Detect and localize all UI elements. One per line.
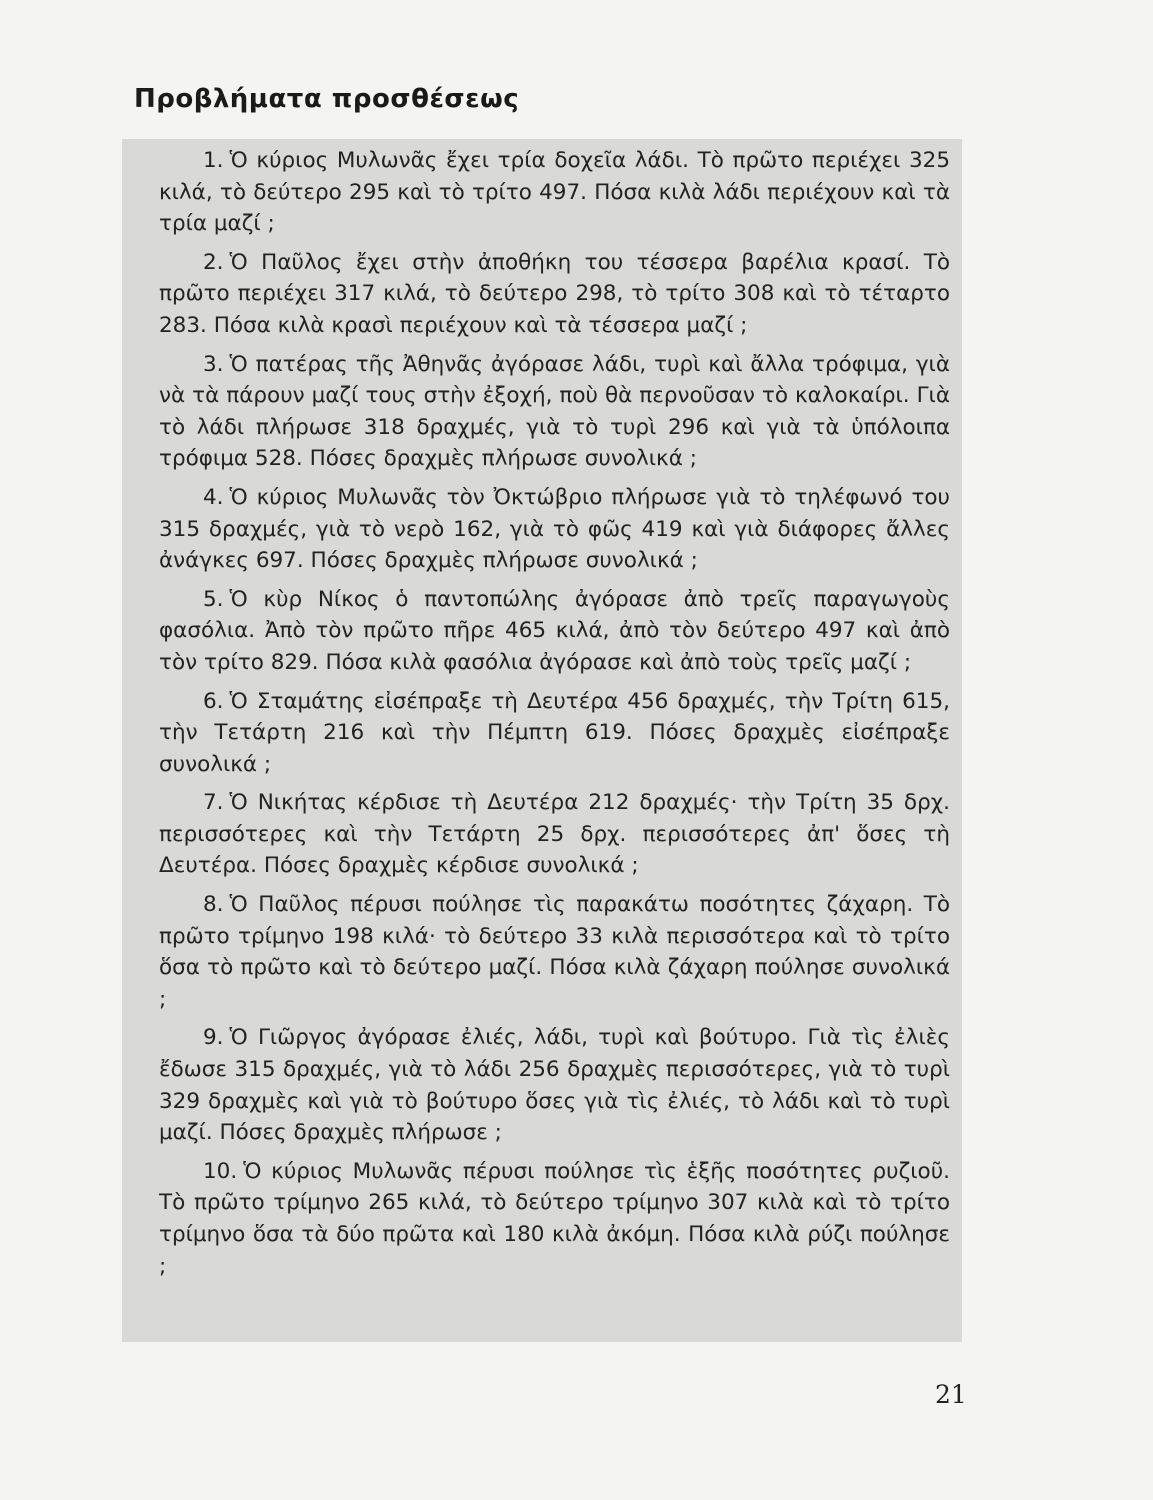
problem-item <box>159 1022 950 1148</box>
problem-item <box>159 1156 950 1282</box>
problem-item <box>159 482 950 577</box>
problem-text: Ὁ κὺρ Νίκος ὁ παντοπώλης ἀγόρασε ἀπὸ τρεῖς παραγωγοὺς φασόλια. Ἀπὸ τὸν πρῶτο πῆρε 465 κιλά, ἀπὸ τὸν δεύτερο 497 καὶ ἀπὸ τὸν τρίτο 829. Πόσα κιλὰ φασόλια ἀγόρασε καὶ ἀπὸ τοὺς τρεῖς μαζί ; <box>159 586 950 675</box>
problem-item <box>159 584 950 679</box>
problem-text: Ὁ Παῦλος πέρυσι πούλησε τὶς παρακάτω ποσότητες ζάχαρη. Τὸ πρῶτο τρίμηνο 198 κιλά· τὸ δεύτερο 33 κιλὰ περισσότερα καὶ τὸ τρίτο ὅσα τὸ πρῶτο καὶ τὸ δεύτερο μαζί. Πόσα κιλὰ ζάχαρη πούλησε συνολικά ; <box>159 892 950 1012</box>
problem-text: Ὁ κύριος Μυλωνᾶς τὸν Ὀκτώβριο πλήρωσε γιὰ τὸ τηλέφωνό του 315 δραχμές, γιὰ τὸ νερὸ 162, γιὰ τὸ φῶς 419 καὶ γιὰ διάφορες ἄλλες ἀνάγκες 697. Πόσες δραχμὲς πλήρωσε συνολικά ; <box>159 484 950 574</box>
problem-item <box>159 686 950 781</box>
problem-number: 4. <box>203 484 224 510</box>
problem-number: 3. <box>203 351 224 377</box>
problem-number: 1. <box>203 148 224 173</box>
problem-number: 2. <box>203 249 224 275</box>
problem-text: Ὁ κύριος Μυλωνᾶς πέρυσι πούλησε τὶς ἑξῆς ποσότητες ρυζιοῦ. Τὸ πρῶτο τρίμηνο 265 κιλά, τὸ δεύτερο τρίμηνο 307 κιλὰ καὶ τὸ τρίτο τρίμηνο ὅσα τὰ δύο πρῶτα καὶ 180 κιλὰ ἀκόμη. Πόσα κιλὰ ρύζι πούλησε ; <box>159 1158 950 1279</box>
problem-text: Ὁ πατέρας τῆς Ἀθηνᾶς ἀγόρασε λάδι, τυρὶ καὶ ἄλλα τρόφιμα, γιὰ νὰ τὰ πάρουν μαζί τους στὴν ἐξοχή, ποὺ θὰ περνοῦσαν τὸ καλοκαίρι. Γιὰ τὸ λάδι πλήρωσε 318 δραχμές, γιὰ τὸ τυρὶ 296 καὶ γιὰ τὰ ὑπόλοιπα τρόφιμα 528. Πόσες δραχμὲς πλήρωσε συνολικά ; <box>159 351 950 472</box>
problem-text: Ὁ Νικήτας κέρδισε τὴ Δευτέρα 212 δραχμές· τὴν Τρίτη 35 δρχ. περισσότερες καὶ τὴν Τετάρτη 25 δρχ. περισσότερες ἀπ' ὅσες τὴ Δευτέρα. Πόσες δραχμὲς κέρδισε συνολικά ; <box>159 790 950 879</box>
problems-box <box>122 139 962 1342</box>
problem-number: 7. <box>203 790 224 816</box>
problem-number: 6. <box>203 688 224 714</box>
problem-item <box>159 145 950 240</box>
page-title: Προβλήματα προσθέσεως <box>134 84 520 114</box>
problem-item <box>159 247 950 342</box>
problem-number: 8. <box>203 892 224 918</box>
problem-item <box>159 349 950 475</box>
problem-text: Ὁ Γιῶργος ἀγόρασε ἐλιές, λάδι, τυρὶ καὶ βούτυρο. Γιὰ τὶς ἐλιὲς ἔδωσε 315 δραχμές, γιὰ τὸ λάδι 256 δραχμὲς περισσότερες, γιὰ τὸ τυρὶ 329 δραχμὲς καὶ γιὰ τὸ βούτυρο ὅσες γιὰ τὶς ἐλιές, τὸ λάδι καὶ τὸ τυρὶ μαζί. Πόσες δραχμὲς πλήρωσε ; <box>159 1025 950 1146</box>
problem-text: Ὁ Παῦλος ἔχει στὴν ἀποθήκη του τέσσερα βαρέλια κρασί. Τὸ πρῶτο περιέχει 317 κιλά, τὸ δεύτερο 298, τὸ τρίτο 308 καὶ τὸ τέταρτο 283. Πόσα κιλὰ κρασὶ περιέχουν καὶ τὰ τέσσερα μαζί ; <box>159 249 950 338</box>
problem-number: 5. <box>203 586 224 612</box>
problem-number: 9. <box>203 1025 224 1051</box>
problem-number: 10. <box>203 1158 238 1184</box>
problem-text: Ὁ Σταμάτης εἰσέπραξε τὴ Δευτέρα 456 δραχμές, τὴν Τρίτη 615, τὴν Τετάρτη 216 καὶ τὴν Πέμπτη 619. Πόσες δραχμὲς εἰσέπραξε συνολικά ; <box>159 688 950 777</box>
problem-text: Ὁ κύριος Μυλωνᾶς ἔχει τρία δοχεῖα λάδι. Τὸ πρῶτο περιέχει 325 κιλά, τὸ δεύτερο 295 καὶ τὸ τρίτο 497. Πόσα κιλὰ λάδι περιέχουν καὶ τὰ τρία μαζί ; <box>159 148 950 237</box>
page-number: 21 <box>935 1380 967 1409</box>
problem-item <box>159 787 950 882</box>
problem-item <box>159 889 950 1015</box>
